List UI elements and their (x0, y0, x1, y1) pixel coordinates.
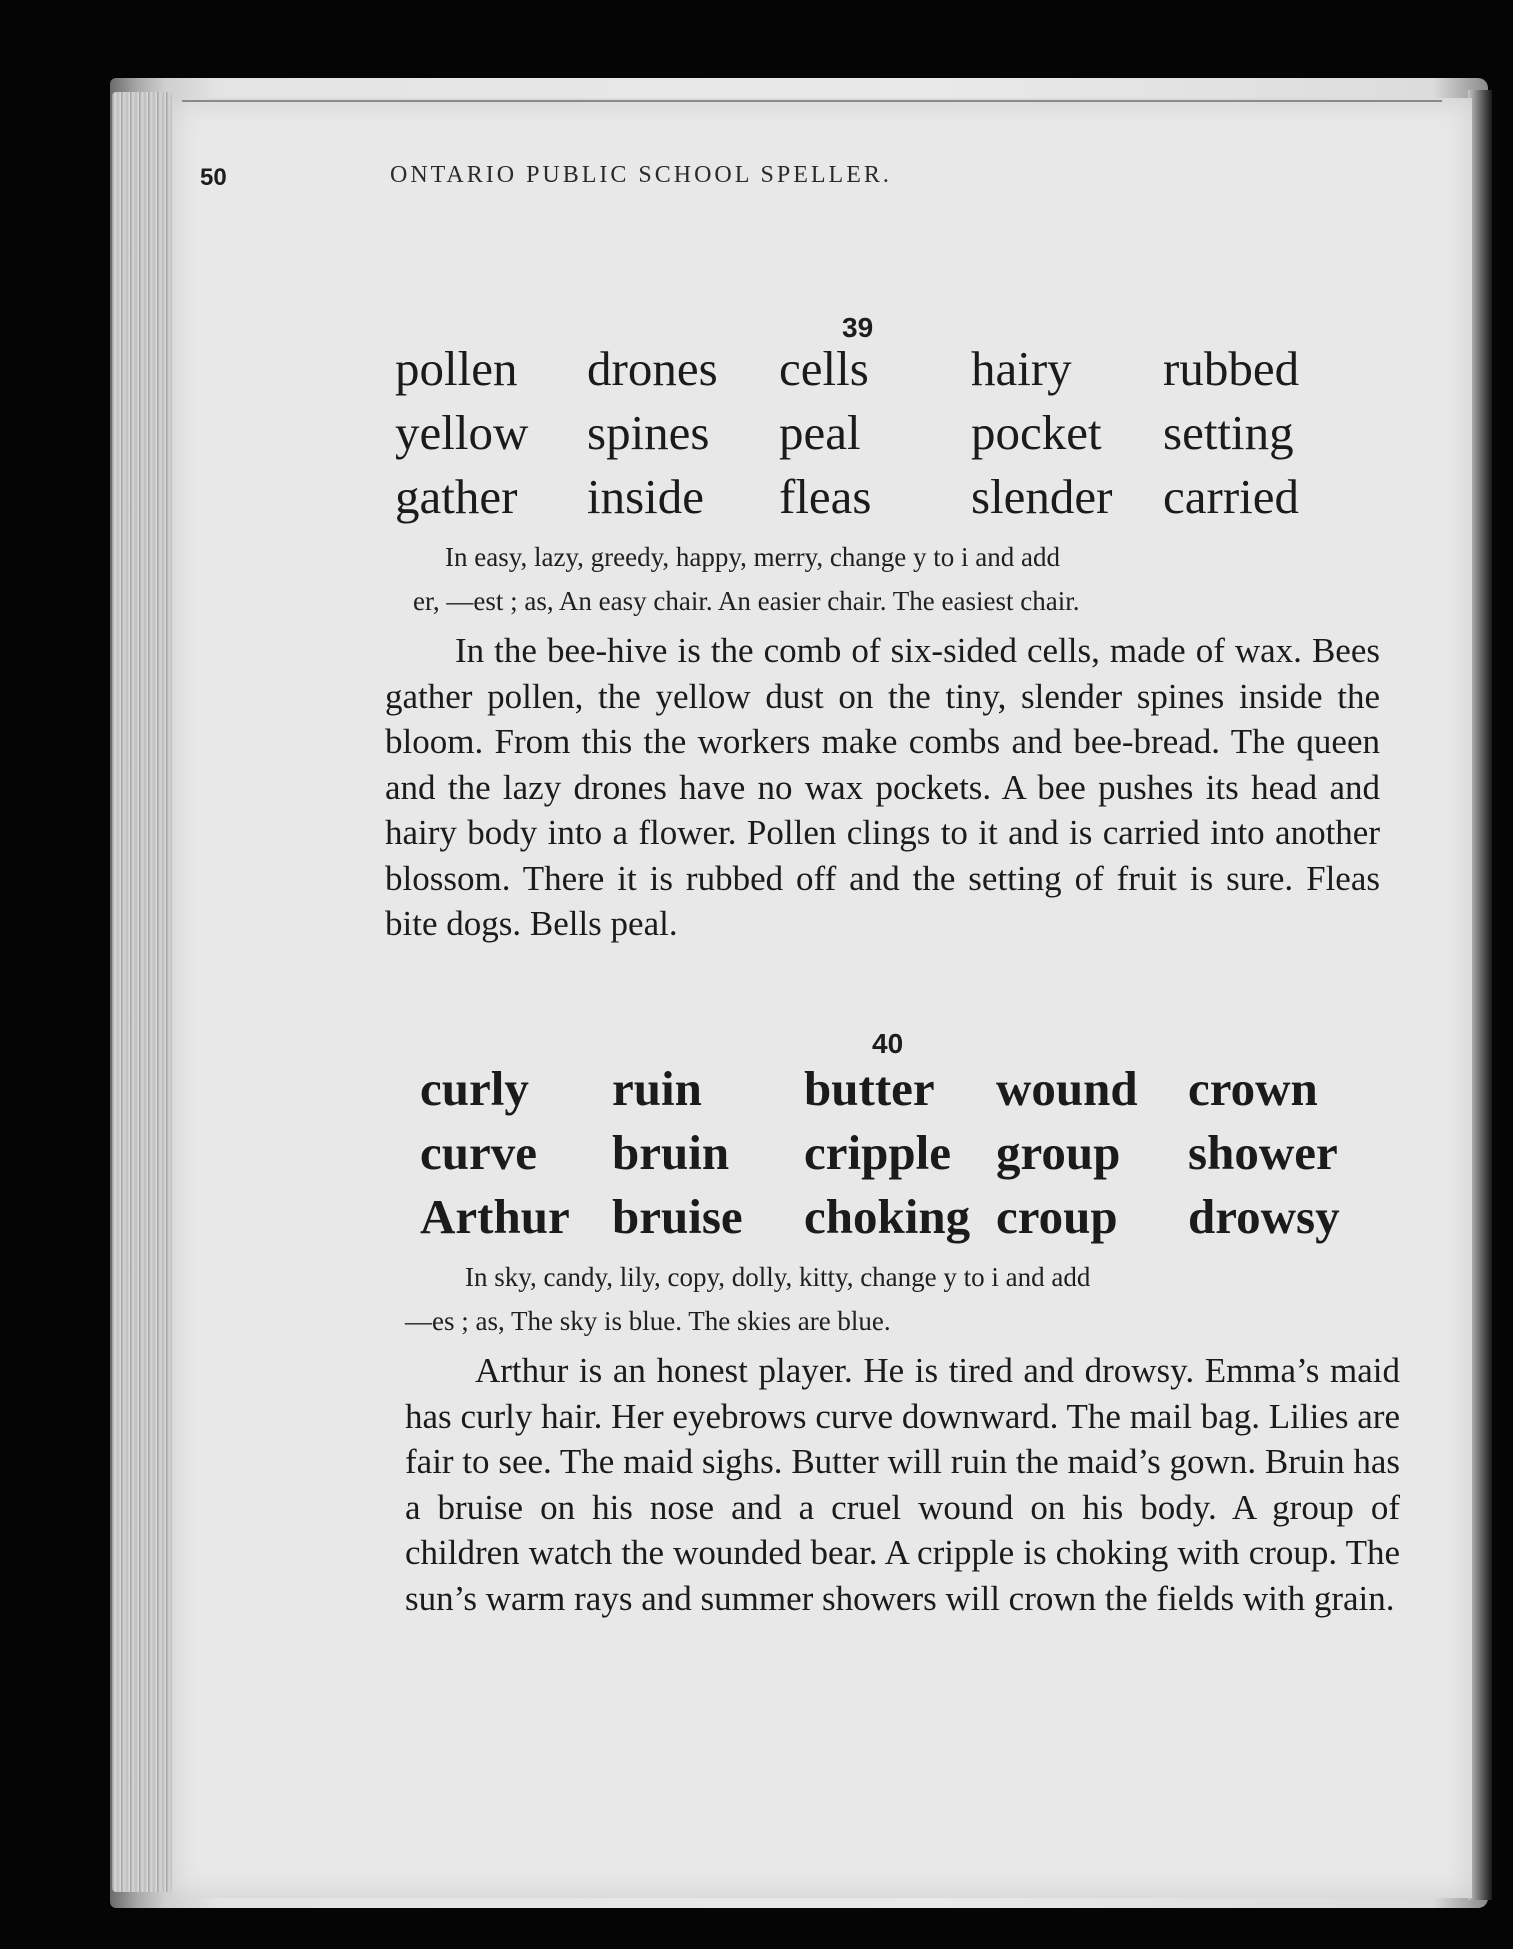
spelling-word: slender (971, 469, 1113, 524)
spelling-word: pocket (971, 405, 1102, 460)
spelling-word: drones (587, 341, 718, 396)
spelling-word: butter (804, 1061, 935, 1116)
spelling-word: spines (587, 405, 710, 460)
spelling-rule-line: er, —est ; as, An easy chair. An easier chair. The easiest chair. (413, 586, 1080, 616)
spelling-word: croup (996, 1189, 1118, 1244)
spelling-word: curve (420, 1125, 537, 1180)
spelling-word: drowsy (1188, 1189, 1340, 1244)
spelling-word: setting (1163, 405, 1294, 460)
spelling-word: wound (996, 1061, 1138, 1116)
spelling-rule (395, 535, 1385, 623)
page-top-rule (182, 100, 1442, 102)
spelling-word: curly (420, 1061, 529, 1116)
spelling-word: cripple (804, 1125, 951, 1180)
spelling-word: ruin (612, 1061, 702, 1116)
word-list (395, 338, 1355, 528)
lesson-number: 40 (872, 1028, 904, 1059)
spelling-word: bruin (612, 1125, 730, 1180)
page-header (200, 158, 1160, 198)
spelling-word: Arthur (420, 1189, 570, 1244)
spelling-word: shower (1188, 1125, 1338, 1180)
spelling-rule-line: In sky, candy, lily, copy, dolly, kitty, change y to i and add (465, 1262, 1091, 1292)
spelling-word: cells (779, 341, 869, 396)
page-stack-left (112, 92, 172, 1892)
spelling-rule-line: In easy, lazy, greedy, happy, merry, change y to i and add (445, 542, 1061, 572)
spelling-word: crown (1188, 1061, 1318, 1116)
page-number: 50 (200, 164, 227, 191)
spelling-word: hairy (971, 341, 1072, 396)
spelling-word: peal (779, 405, 861, 460)
spelling-rule-line: —es ; as, The sky is blue. The skies are blue. (405, 1306, 891, 1336)
spelling-word: gather (395, 469, 518, 524)
running-head: ONTARIO PUBLIC SCHOOL SPELLER. (390, 162, 892, 188)
word-list (420, 1058, 1380, 1248)
spelling-word: choking (804, 1189, 971, 1244)
spelling-word: bruise (612, 1189, 743, 1244)
lesson-number: 39 (842, 312, 874, 343)
spelling-word: yellow (395, 405, 529, 460)
spelling-rule (405, 1255, 1400, 1343)
spelling-word: inside (587, 469, 705, 524)
spelling-word: group (996, 1125, 1121, 1180)
spelling-word: pollen (395, 341, 518, 396)
spelling-word: carried (1163, 469, 1299, 524)
lesson-paragraph: Arthur is an honest player. He is tired and drowsy. Emma’s maid has curly hair. Her eyebrows curve downward. The mail bag. Lilies are fair to see. The maid sighs. Butter will ruin the maid’s gown. Bruin has a bruise on his nose and a cruel wound on his body. A group of children watch the wounded bear. A cripple is choking with croup. The sun’s warm rays and summer showers will crown the fields with grain. (405, 1351, 1400, 1618)
spelling-word: fleas (779, 469, 872, 524)
lesson-paragraph: In the bee-hive is the comb of six-sided cells, made of wax. Bees gather pollen, the yellow dust on the tiny, slender spines inside the bloom. From this the workers make combs and bee-bread. The queen and the lazy drones have no wax pockets. A bee pushes its head and hairy body into a flower. Pollen clings to it and is carried into another blossom. There it is rubbed off and the setting of fruit is sure. Fleas bite dogs. Bells peal. (385, 631, 1380, 943)
spelling-word: rubbed (1163, 341, 1300, 396)
